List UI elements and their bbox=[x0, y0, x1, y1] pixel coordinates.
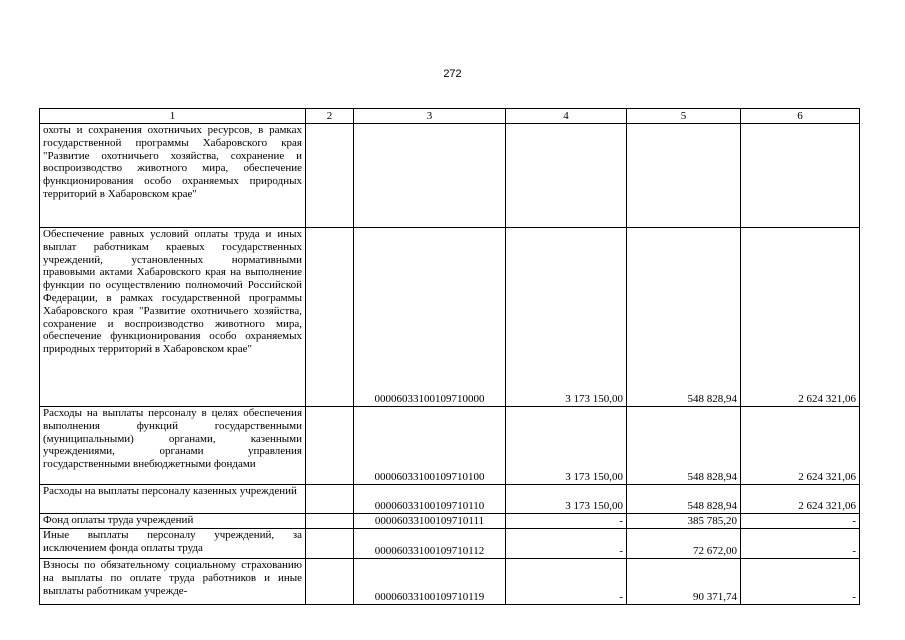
table-row bbox=[40, 485, 860, 514]
row-col2 bbox=[306, 559, 354, 605]
row-value-6: - bbox=[741, 529, 860, 559]
budget-table bbox=[39, 108, 860, 605]
row-col2 bbox=[306, 529, 354, 559]
row-value-4: 3 173 150,00 bbox=[506, 228, 627, 407]
column-header: 6 bbox=[741, 109, 860, 124]
table-row bbox=[40, 559, 860, 605]
row-value-5: 548 828,94 bbox=[627, 485, 741, 514]
row-code: 00006033100109710111 bbox=[354, 514, 506, 529]
row-name: Расходы на выплаты персоналу в целях обеспечения выполнения функций государственными (муниципальными) органами, казенными учреждениями, органами управления государственными внебюджетными фондами bbox=[40, 407, 306, 485]
row-code bbox=[354, 124, 506, 228]
row-name: Взносы по обязательному социальному страхованию на выплаты по оплате труда работников и иные выплаты работникам учрежде- bbox=[40, 559, 306, 605]
row-value-6: 2 624 321,06 bbox=[741, 228, 860, 407]
row-code: 00006033100109710110 bbox=[354, 485, 506, 514]
row-value-4: - bbox=[506, 559, 627, 605]
row-value-6: 2 624 321,06 bbox=[741, 485, 860, 514]
table-row bbox=[40, 529, 860, 559]
row-code: 00006033100109710119 bbox=[354, 559, 506, 605]
row-value-4: - bbox=[506, 529, 627, 559]
row-code: 00006033100109710000 bbox=[354, 228, 506, 407]
row-value-6: 2 624 321,06 bbox=[741, 407, 860, 485]
row-name: Иные выплаты персоналу учреждений, за исключением фонда оплаты труда bbox=[40, 529, 306, 559]
page-number: 272 bbox=[443, 68, 462, 80]
row-col2 bbox=[306, 514, 354, 529]
row-value-5: 548 828,94 bbox=[627, 407, 741, 485]
row-name: Расходы на выплаты персоналу казенных учреждений bbox=[40, 485, 306, 514]
row-col2 bbox=[306, 485, 354, 514]
row-col2 bbox=[306, 124, 354, 228]
row-value-5: 385 785,20 bbox=[627, 514, 741, 529]
row-name: Обеспечение равных условий оплаты труда и иных выплат работникам краевых государственных учреждений, установленных нормативными правовыми актами Хабаровского края на выполнение функции по осуществлению полномочий Российской Федерации, в рамках государственной программы Хабаровского края "Развитие охотничьего хозяйства, сохранение и воспроизводство животного мира, обеспечение функционирования особо охраняемых природных территорий в Хабаровском крае" bbox=[40, 228, 306, 407]
row-value-5: 548 828,94 bbox=[627, 228, 741, 407]
row-value-4 bbox=[506, 124, 627, 228]
column-header: 4 bbox=[506, 109, 627, 124]
row-value-4: - bbox=[506, 514, 627, 529]
column-header: 1 bbox=[40, 109, 306, 124]
row-name: Фонд оплаты труда учреждений bbox=[40, 514, 306, 529]
row-code: 00006033100109710112 bbox=[354, 529, 506, 559]
row-code: 00006033100109710100 bbox=[354, 407, 506, 485]
row-value-6: - bbox=[741, 559, 860, 605]
table-row bbox=[40, 407, 860, 485]
row-value-4: 3 173 150,00 bbox=[506, 407, 627, 485]
table-header-row bbox=[40, 109, 860, 124]
row-value-5: 72 672,00 bbox=[627, 529, 741, 559]
table-row bbox=[40, 124, 860, 228]
column-header: 5 bbox=[627, 109, 741, 124]
row-col2 bbox=[306, 228, 354, 407]
table-row bbox=[40, 228, 860, 407]
row-value-6 bbox=[741, 124, 860, 228]
row-value-4: 3 173 150,00 bbox=[506, 485, 627, 514]
row-value-5 bbox=[627, 124, 741, 228]
column-header: 2 bbox=[306, 109, 354, 124]
table-row bbox=[40, 514, 860, 529]
row-value-6: - bbox=[741, 514, 860, 529]
column-header: 3 bbox=[354, 109, 506, 124]
row-value-5: 90 371,74 bbox=[627, 559, 741, 605]
row-name: охоты и сохранения охотничьих ресурсов, в рамках государственной программы Хабаровского края "Развитие охотничьего хозяйства, сохранение и воспроизводство животного мира, обеспечение функционирования особо охраняемых природных территорий в Хабаровском крае" bbox=[40, 124, 306, 228]
row-col2 bbox=[306, 407, 354, 485]
